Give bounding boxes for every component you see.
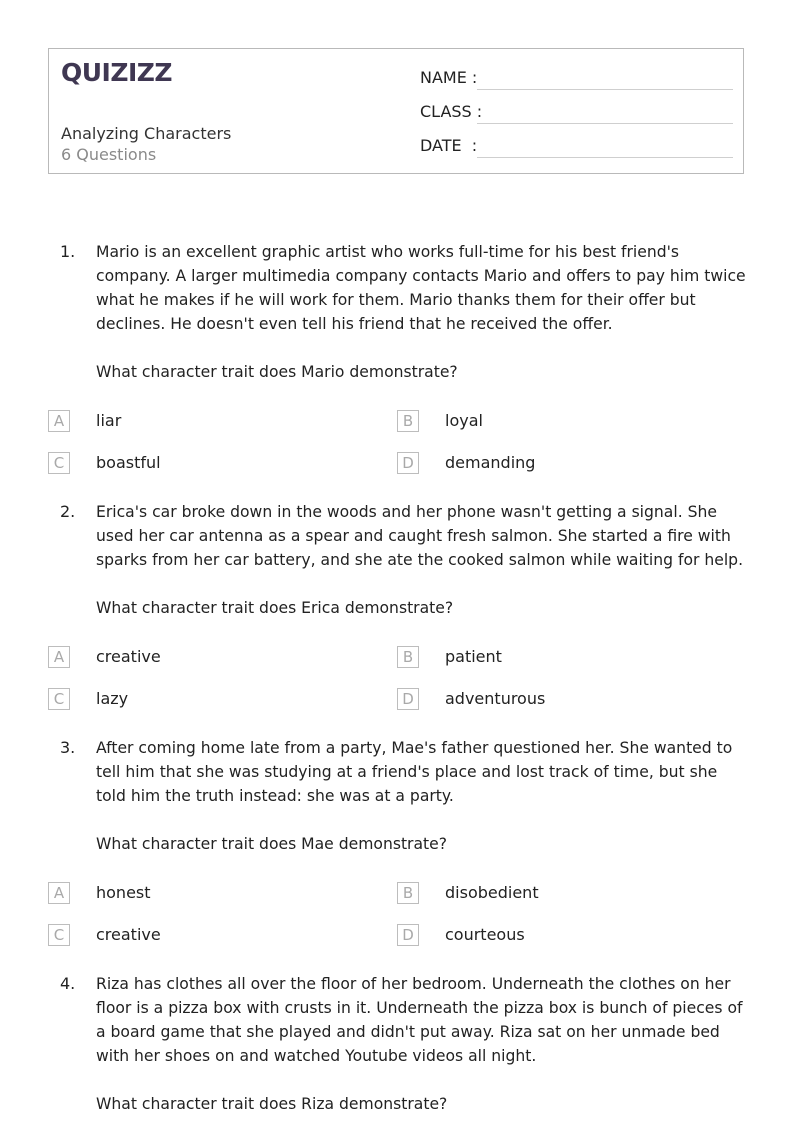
option-text: creative	[96, 647, 161, 666]
option-text: liar	[96, 411, 122, 430]
question-prompt: What character trait does Erica demonstrate?	[96, 599, 454, 617]
option-text: creative	[96, 925, 161, 944]
option-text: lazy	[96, 689, 129, 708]
worksheet-header	[48, 48, 744, 174]
question-prompt: What character trait does Riza demonstrate?	[96, 1095, 448, 1113]
question-number: 2.	[60, 502, 76, 521]
question-number: 3.	[60, 738, 76, 757]
class-label: CLASS :	[420, 102, 483, 121]
option-letter[interactable]: D	[397, 688, 419, 710]
quizizz-logo: QUIZIZZ	[61, 58, 173, 87]
name-label: NAME :	[420, 68, 478, 87]
option-text: loyal	[445, 411, 483, 430]
question-number: 4.	[60, 974, 76, 993]
option-text: demanding	[445, 453, 536, 472]
date-field[interactable]	[420, 136, 733, 158]
option-letter[interactable]: B	[397, 882, 419, 904]
class-field[interactable]	[420, 102, 733, 124]
option-letter[interactable]: D	[397, 452, 419, 474]
option-text: adventurous	[445, 689, 546, 708]
option-text: courteous	[445, 925, 525, 944]
question-text: Riza has clothes all over the floor of her bedroom. Underneath the clothes on her floor is a pizza box with crusts in it. Underneath the pizza box is bunch of pieces of a board game that she played and didn't put away. Riza sat on her unmade bed with her shoes on and watched Youtube videos all night.	[96, 975, 743, 1065]
option-letter[interactable]: B	[397, 410, 419, 432]
question-text: Mario is an excellent graphic artist who works full-time for his best friend's company. A larger multimedia company contacts Mario and offers to pay him twice what he makes if he will work for them. Mario thanks them for their offer but declines. He doesn't even tell his friend that he received the offer.	[96, 243, 746, 333]
option-letter[interactable]: C	[48, 924, 70, 946]
option-letter[interactable]: D	[397, 924, 419, 946]
worksheet-title: Analyzing Characters	[61, 124, 232, 143]
class-line[interactable]	[477, 123, 733, 124]
option-letter[interactable]: A	[48, 410, 70, 432]
question-count: 6 Questions	[61, 145, 157, 164]
option-text: honest	[96, 883, 151, 902]
question-text: Erica's car broke down in the woods and her phone wasn't getting a signal. She used her car antenna as a spear and caught fresh salmon. She started a fire with sparks from her car battery, and she ate the cooked salmon while waiting for help.	[96, 503, 744, 569]
option-letter[interactable]: B	[397, 646, 419, 668]
question-text: After coming home late from a party, Mae's father questioned her. She wanted to tell him that she was studying at a friend's place and lost track of time, but she told him the truth instead: she was at a party.	[96, 739, 733, 805]
option-text: patient	[445, 647, 502, 666]
name-line[interactable]	[477, 89, 733, 90]
date-label: DATE :	[420, 136, 478, 155]
date-line[interactable]	[477, 157, 733, 158]
option-letter[interactable]: C	[48, 452, 70, 474]
question-prompt: What character trait does Mario demonstrate?	[96, 363, 458, 381]
name-field[interactable]	[420, 68, 733, 90]
option-letter[interactable]: A	[48, 882, 70, 904]
option-letter[interactable]: A	[48, 646, 70, 668]
option-letter[interactable]: C	[48, 688, 70, 710]
question-number: 1.	[60, 242, 76, 261]
question-prompt: What character trait does Mae demonstrate?	[96, 835, 448, 853]
option-text: boastful	[96, 453, 161, 472]
option-text: disobedient	[445, 883, 539, 902]
